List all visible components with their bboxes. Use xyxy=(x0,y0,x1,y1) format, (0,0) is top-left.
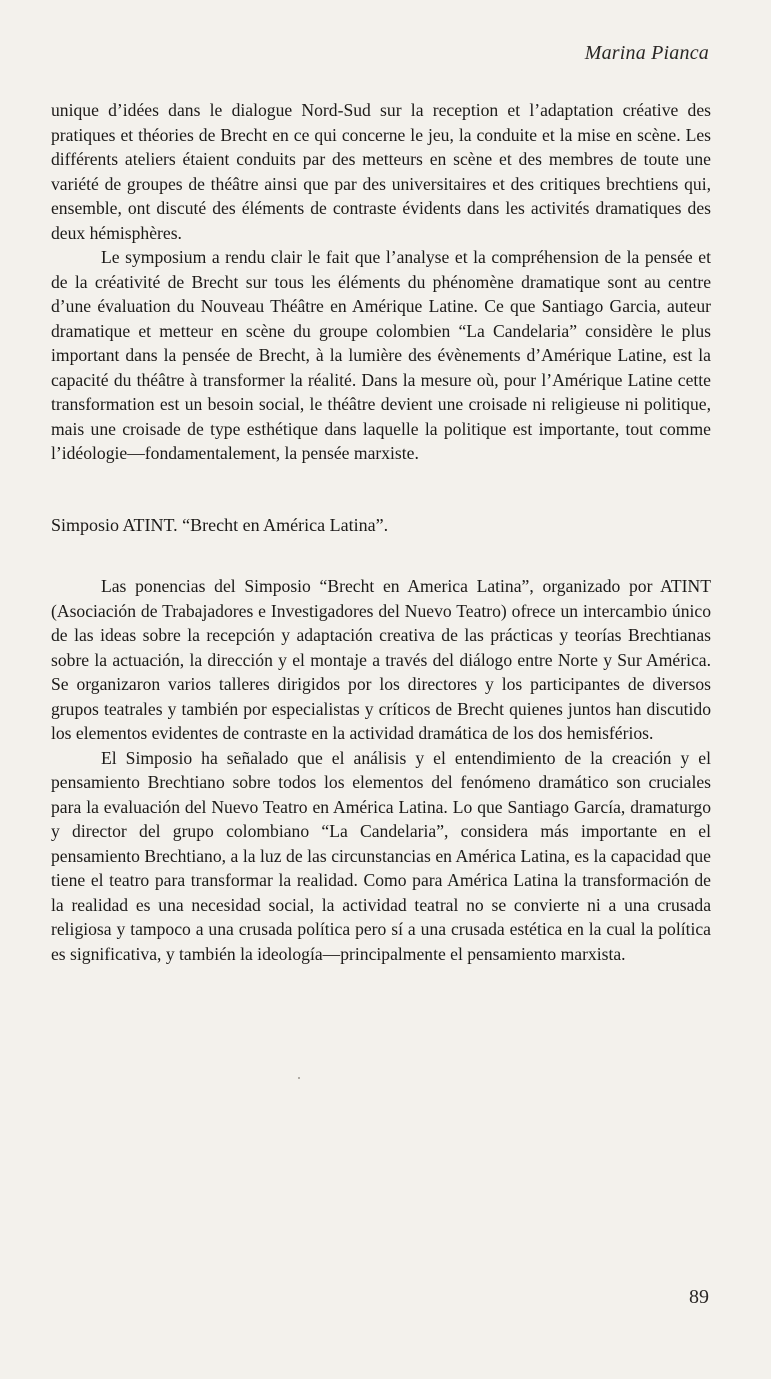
page-number: 89 xyxy=(689,1286,709,1308)
french-section xyxy=(51,98,711,466)
running-head-author: Marina Pianca xyxy=(584,42,709,64)
french-paragraph-2: Le symposium a rendu clair le fait que l’analyse et la compréhension de la pensée et de la créativité de Brecht sur tous les éléments du phénomène dramatique sont au centre d’une évaluation du Nouveau Théâtre en Amérique Latine. Ce que Santiago Garcia, auteur dramatique et metteur en scène du groupe colombien “La Candelaria” considère le plus important dans la pensée de Brecht, à la lumière des évènements d’Amérique Latine, est la capacité du théâtre à transformer la réalité. Dans la mesure où, pour l’Amérique Latine cette transformation est un besoin social, le théâtre devient une croisade ni religieuse ni politique, mais une croisade de type esthétique dans laquelle la politique est importante, tout comme l’idéologie—fondamentalement, la pensée marxiste. xyxy=(51,247,711,463)
paper-speck xyxy=(298,1077,300,1079)
french-paragraph-1: unique d’idées dans le dialogue Nord-Sud sur la reception et l’adaptation créative des pratiques et théories de Brecht en ce qui concerne le jeu, la conduite et la mise en scène. Les différents ateliers étaient conduits par des metteurs en scène et des membres de toute une variété de groupes de théâtre ainsi que par des universitaires et des critiques brechtiens qui, ensemble, ont discuté des éléments de contraste évidents dans les activités dramatiques des deux hémisphères. xyxy=(51,100,711,243)
spanish-section xyxy=(51,574,711,966)
section-subheading: Simposio ATINT. “Brecht en América Latina”. xyxy=(51,515,389,535)
spanish-paragraph-1: Las ponencias del Simposio “Brecht en America Latina”, organizado por ATINT (Asociación de Trabajadores e Investigadores del Nuevo Teatro) ofrece un intercambio único de las ideas sobre la recepción y adaptación creativa de las prácticas y teorías Brechtianas sobre la actuación, la dirección y el montaje a través del diálogo entre Norte y Sur América. Se organizaron varios talleres dirigidos por los directores y los participantes de diversos grupos teatrales y también por especialistas y críticos de Brecht quienes juntos han discutido los elementos evidentes de contraste en la actividad dramática de los dos hemisférios. xyxy=(51,576,711,743)
spanish-paragraph-2: El Simposio ha señalado que el análisis y el entendimiento de la creación y el pensamiento Brechtiano sobre todos los elementos del fenómeno dramático son cruciales para la evaluación del Nuevo Teatro en América Latina. Lo que Santiago García, dramaturgo y director del grupo colombiano “La Candelaria”, considera más importante en el pensamiento Brechtiano, a la luz de las circunstancias en América Latina, es la capacidad que tiene el teatro para transformar la realidad. Como para América Latina la transformación de la realidad es una necesidad social, la actividad teatral no se convierte ni a una crusada religiosa y tampoco a una crusada política pero sí a una crusada estética en la cual la política es significativa, y también la ideología—principalmente el pensamiento marxista. xyxy=(51,747,711,964)
